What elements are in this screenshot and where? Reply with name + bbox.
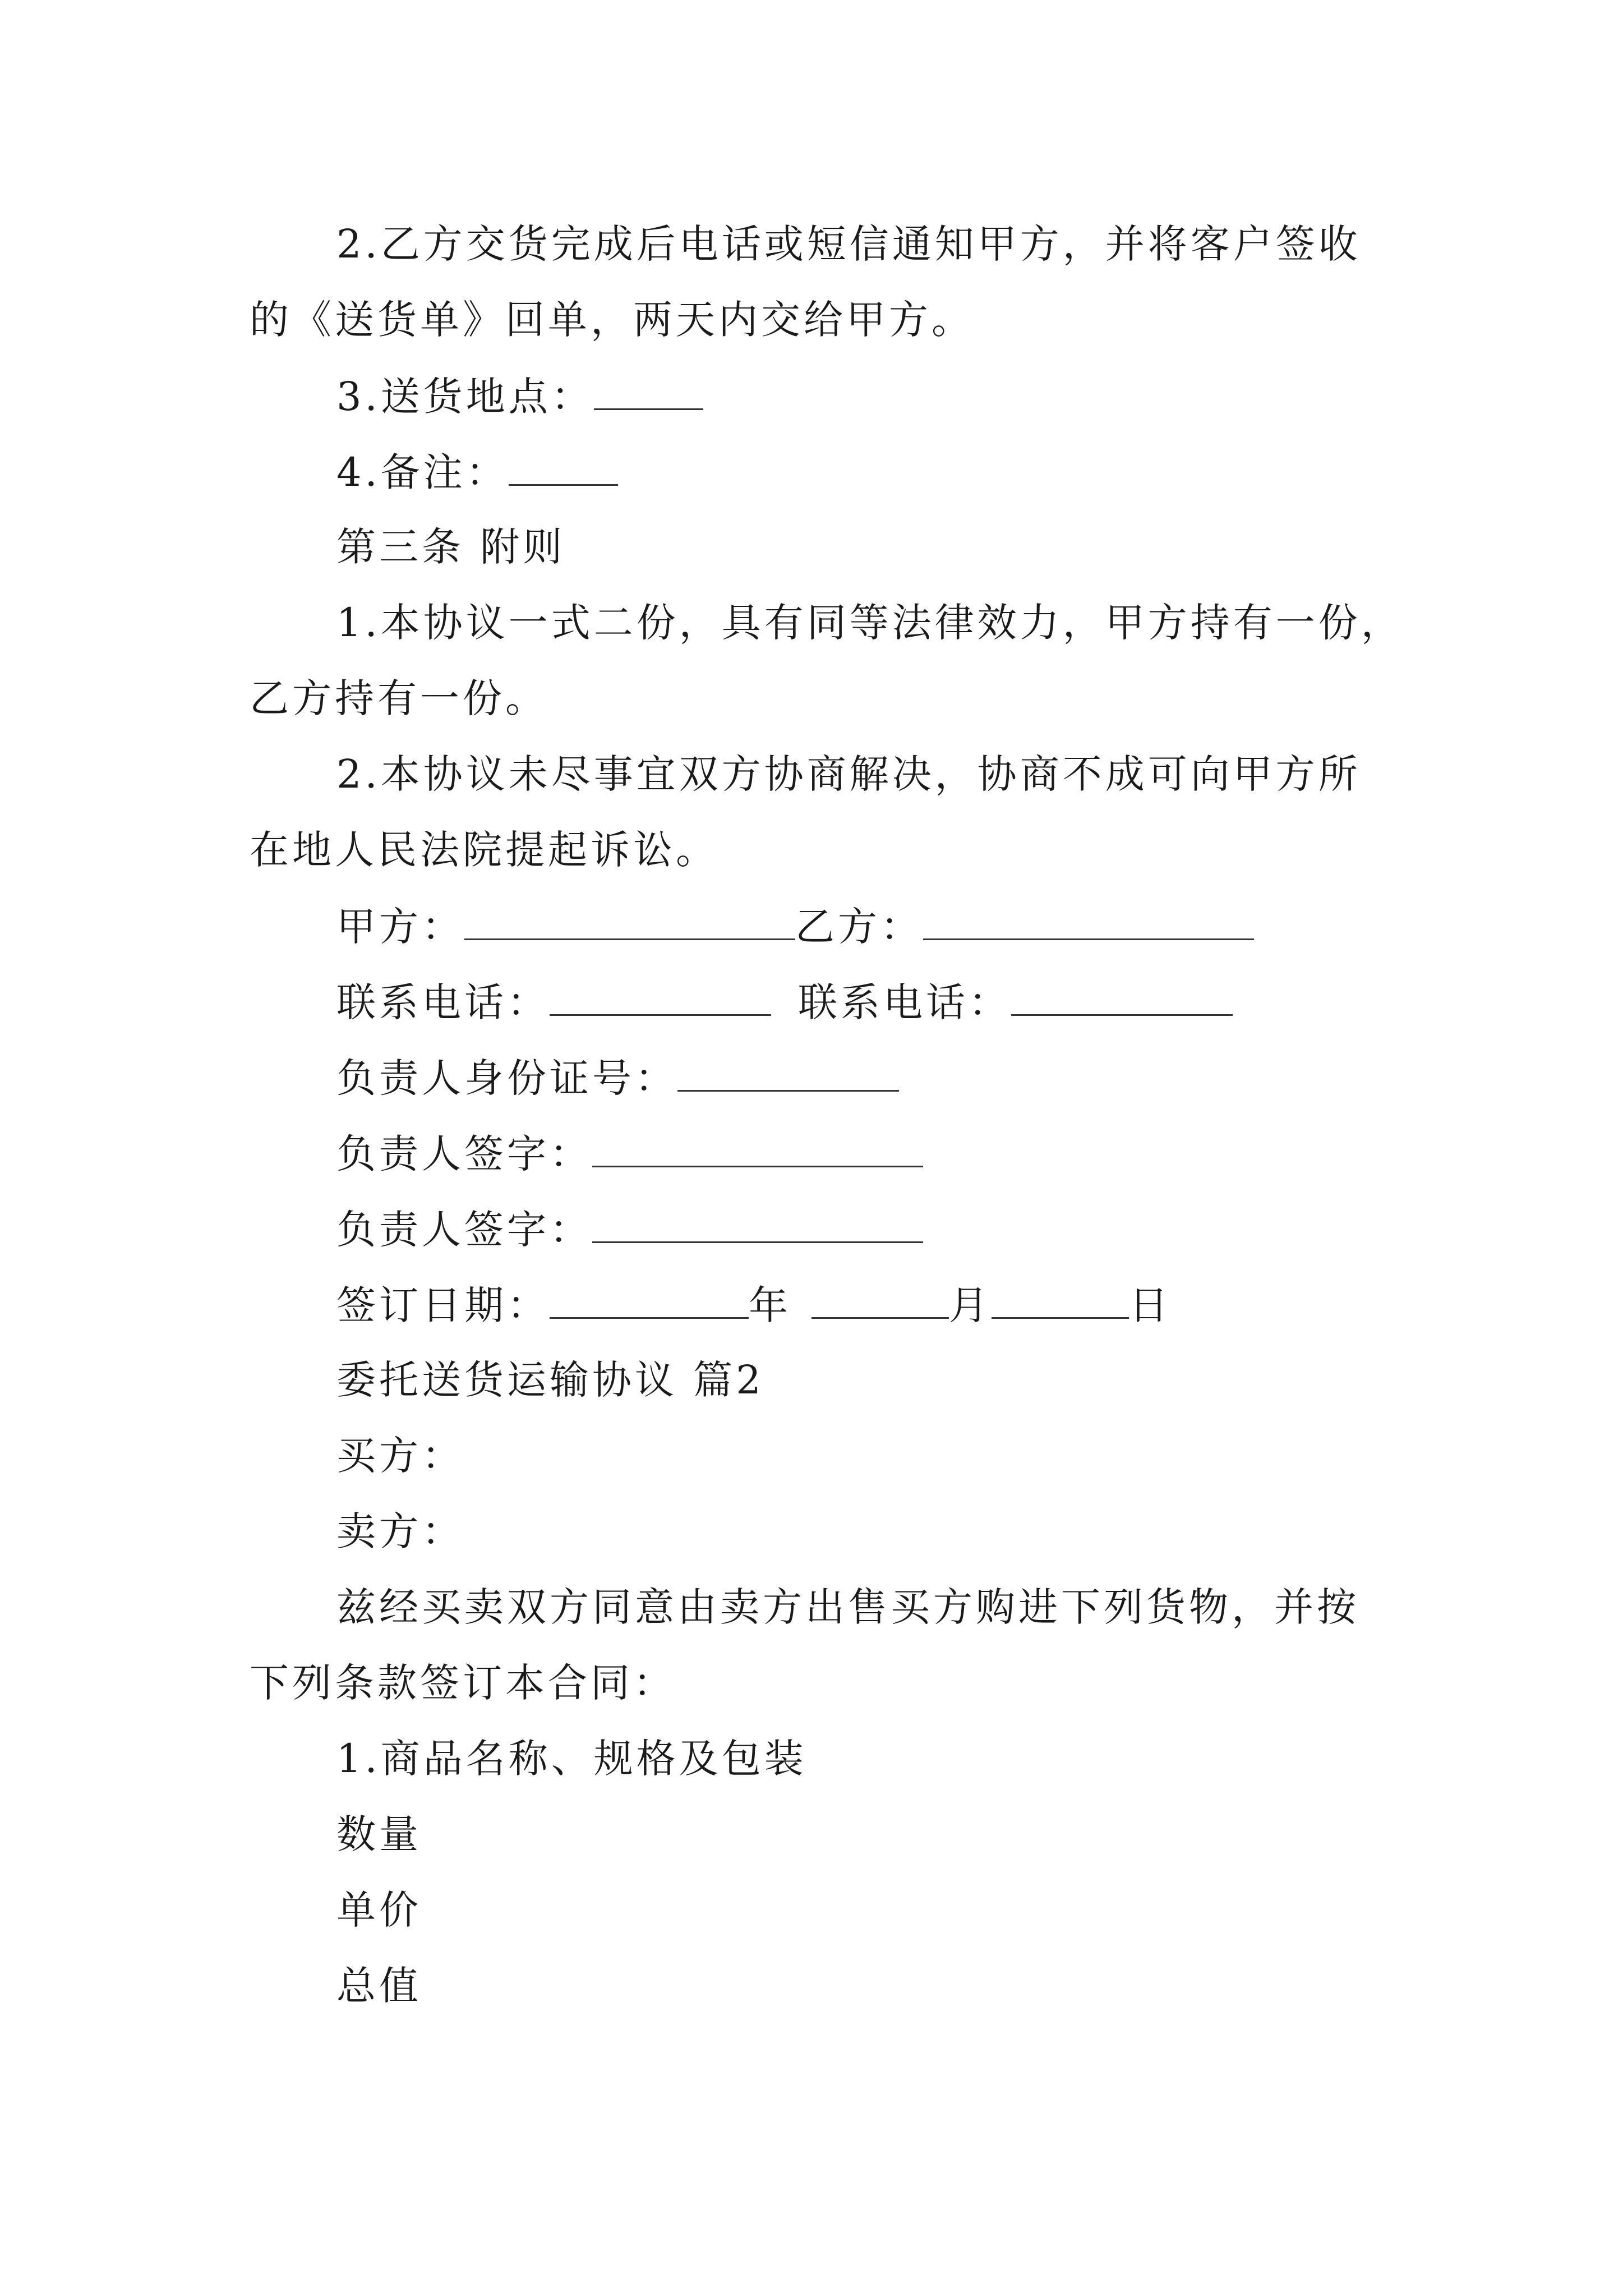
remarks-row (336, 449, 618, 495)
phone-a-label: 联系电话： (336, 979, 550, 1025)
year-label: 年 (749, 1282, 791, 1328)
section-heading: 第三条 附则 (336, 524, 566, 570)
signature-label: 负责人签字： (336, 1131, 592, 1177)
remarks-blank[interactable] (509, 452, 618, 486)
party-b-blank[interactable] (923, 906, 1254, 940)
date-row (336, 1282, 1172, 1328)
paragraph-line: 在地人民法院提起诉讼。 (250, 827, 718, 873)
signature-row (336, 1207, 923, 1253)
month-blank[interactable] (811, 1285, 949, 1319)
delivery-location-label: 3.送货地点： (336, 374, 594, 420)
paragraph-line: 下列条款签订本合同： (250, 1660, 676, 1706)
signature-row (336, 1131, 923, 1177)
day-blank[interactable] (992, 1285, 1129, 1319)
seller-label: 卖方： (336, 1508, 464, 1554)
party-row (336, 904, 1254, 950)
paragraph-line: 1.本协议一式二份，具有同等法律效力，甲方持有一份， (336, 600, 1404, 646)
phone-b-blank[interactable] (1011, 982, 1233, 1016)
paragraph-line: 乙方持有一份。 (250, 675, 548, 721)
date-label: 签订日期： (336, 1282, 550, 1328)
phone-row (336, 979, 1233, 1025)
paragraph-line: 2.乙方交货完成后电话或短信通知甲方，并将客户签收 (336, 221, 1361, 267)
id-row (336, 1055, 899, 1101)
delivery-location-blank[interactable] (594, 376, 703, 410)
party-a-blank[interactable] (464, 906, 795, 940)
signature-blank[interactable] (592, 1133, 923, 1167)
id-number-label: 负责人身份证号： (336, 1055, 677, 1101)
phone-a-blank[interactable] (550, 982, 771, 1016)
document-title: 委托送货运输协议 篇2 (336, 1357, 764, 1403)
signature-blank[interactable] (592, 1209, 923, 1243)
party-b-label: 乙方： (795, 904, 923, 950)
list-item: 单价 (336, 1887, 422, 1933)
id-number-blank[interactable] (677, 1057, 899, 1092)
party-a-label: 甲方： (336, 904, 464, 950)
list-item: 1.商品名称、规格及包装 (336, 1736, 807, 1782)
buyer-label: 买方： (336, 1433, 464, 1479)
remarks-label: 4.备注： (336, 449, 509, 495)
day-label: 日 (1129, 1282, 1172, 1328)
month-label: 月 (949, 1282, 992, 1328)
delivery-location-row (336, 374, 703, 420)
paragraph-line: 兹经买卖双方同意由卖方出售买方购进下列货物，并按 (336, 1584, 1359, 1630)
paragraph-line: 2.本协议未尽事宜双方协商解决，协商不成可向甲方所 (336, 751, 1361, 797)
paragraph-line: 的《送货单》回单，两天内交给甲方。 (250, 297, 974, 343)
list-item: 数量 (336, 1811, 422, 1857)
phone-b-label: 联系电话： (798, 979, 1011, 1025)
list-item: 总值 (336, 1963, 422, 2009)
year-blank[interactable] (550, 1285, 749, 1319)
signature-label: 负责人签字： (336, 1207, 592, 1253)
